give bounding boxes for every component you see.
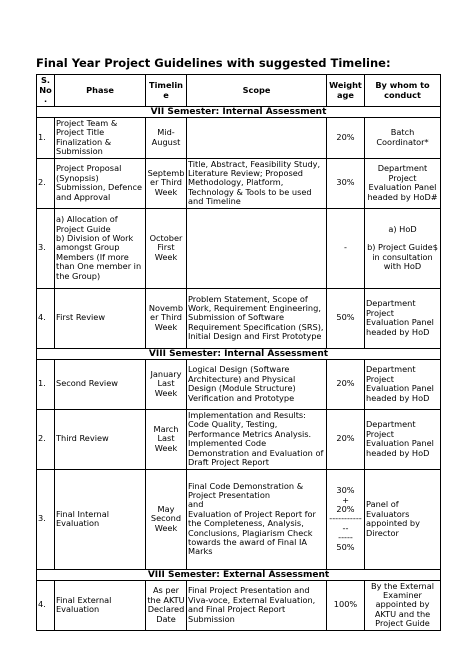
header-conduct: By whom to conduct [365, 75, 441, 107]
cell-phase: Final Internal Evaluation [55, 469, 146, 569]
cell-timeline: September Third Week [146, 158, 187, 208]
conduct-item-b: b) Project Guide$ in consultation with HoD [367, 242, 438, 272]
section-viii-internal: VIII Semester: Internal Assessment [37, 348, 441, 359]
section-viii-external: VIII Semester: External Assessment [37, 569, 441, 580]
cell-scope: Logical Design (Software Architecture) and Physical Design (Module Structure) Verification and Prototype [187, 359, 327, 409]
cell-sno: 1. [37, 359, 55, 409]
header-timeline: Timeline [146, 75, 187, 107]
cell-weightage: 20% [327, 118, 365, 159]
cell-weightage: - [327, 208, 365, 288]
table-row [37, 359, 441, 409]
phase-item-b: b) Division of Work amongst Group Members (If more than One member in the Group) [56, 233, 142, 281]
cell-scope: Title, Abstract, Feasibility Study, Literature Review; Proposed Methodology, Platform, Technology & Tools to be used and Timeline [187, 158, 327, 208]
cell-phase: Third Review [55, 409, 146, 469]
cell-phase: First Review [55, 288, 146, 348]
cell-phase: Second Review [55, 359, 146, 409]
cell-scope: Final Code Demonstration & Project Presentation and Evaluation of Project Report for the Completeness, Analysis, Conclusions, Plagiarism Check towards the award of Final IA Marks [187, 469, 327, 569]
cell-sno: 2. [37, 158, 55, 208]
cell-conduct: Panel of Evaluators appointed by Director [365, 469, 441, 569]
cell-weightage: 20% [327, 359, 365, 409]
table-row [37, 469, 441, 569]
header-phase: Phase [55, 75, 146, 107]
guidelines-table [36, 74, 441, 631]
table-row [37, 208, 441, 288]
cell-sno: 4. [37, 580, 55, 630]
cell-weightage: 20% [327, 409, 365, 469]
conduct-item-a: a) HoD [388, 223, 417, 234]
cell-sno: 4. [37, 288, 55, 348]
cell-scope [187, 208, 327, 288]
phase-item-a: a) Allocation of Project Guide [56, 214, 118, 234]
cell-scope: Problem Statement, Scope of Work, Requirement Engineering, Submission of Software Requirement Specification (SRS), Initial Design and First Prototype [187, 288, 327, 348]
cell-sno: 2. [37, 409, 55, 469]
cell-timeline: Mid-August [146, 118, 187, 159]
table-row [37, 158, 441, 208]
header-weightage: Weight age [327, 75, 365, 107]
cell-conduct [365, 208, 441, 288]
cell-conduct: Batch Coordinator* [365, 118, 441, 159]
cell-weightage: 30% [327, 158, 365, 208]
cell-scope: Implementation and Results: Code Quality, Testing, Performance Metrics Analysis. Implemented Code Demonstration and Evaluation of Draft Project Report [187, 409, 327, 469]
cell-conduct: Department Project Evaluation Panel headed by HoD# [365, 158, 441, 208]
cell-conduct: Department Project Evaluation Panel headed by HoD [365, 409, 441, 469]
header-scope: Scope [187, 75, 327, 107]
cell-conduct: By the External Examiner appointed by AKTU and the Project Guide [365, 580, 441, 630]
cell-timeline: As per the AKTU Declared Date [146, 580, 187, 630]
table-row [37, 288, 441, 348]
cell-phase: Project Team & Project Title Finalization & Submission [55, 118, 146, 159]
cell-weightage: 100% [327, 580, 365, 630]
cell-conduct: Department Project Evaluation Panel headed by HoD [365, 288, 441, 348]
cell-timeline: November Third Week [146, 288, 187, 348]
cell-timeline: October First Week [146, 208, 187, 288]
cell-sno: 3. [37, 208, 55, 288]
page-title: Final Year Project Guidelines with suggested Timeline: [36, 56, 391, 70]
header-row [37, 75, 441, 107]
cell-sno: 1. [37, 118, 55, 159]
table-row [37, 118, 441, 159]
cell-scope [187, 118, 327, 159]
cell-timeline: January Last Week [146, 359, 187, 409]
section-row [37, 348, 441, 359]
cell-weightage: 50% [327, 288, 365, 348]
cell-weightage: 30% + 20% ------------- ----- 50% [327, 469, 365, 569]
cell-phase [55, 208, 146, 288]
table-row [37, 580, 441, 630]
section-vii-internal: VII Semester: Internal Assessment [37, 107, 441, 118]
section-row [37, 569, 441, 580]
table-row [37, 409, 441, 469]
cell-phase: Project Proposal (Synopsis) Submission, Defence and Approval [55, 158, 146, 208]
cell-sno: 3. [37, 469, 55, 569]
header-sno: S. No . [37, 75, 55, 107]
cell-conduct: Department Project Evaluation Panel headed by HoD [365, 359, 441, 409]
cell-timeline: March Last Week [146, 409, 187, 469]
cell-phase: Final External Evaluation [55, 580, 146, 630]
cell-timeline: May Second Week [146, 469, 187, 569]
cell-scope: Final Project Presentation and Viva-voce, External Evaluation, and Final Project Report Submission [187, 580, 327, 630]
section-row [37, 107, 441, 118]
